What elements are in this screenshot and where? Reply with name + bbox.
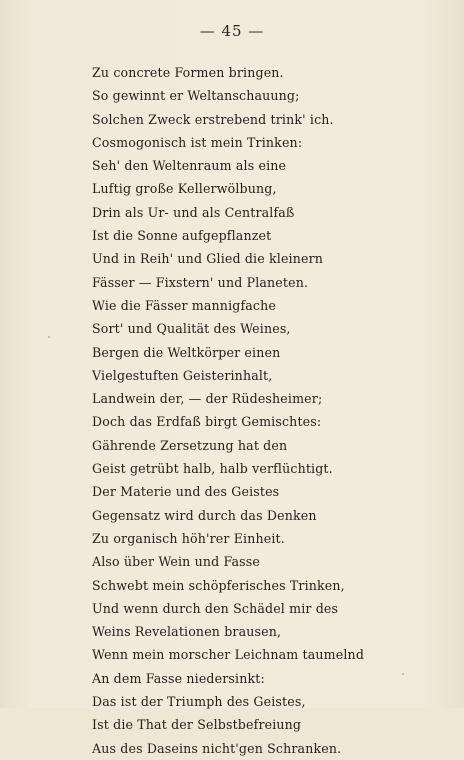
poem-line: Geist getrübt halb, halb verflüchtigt.	[92, 461, 333, 477]
poem-line: Landwein der, — der Rüdesheimer;	[92, 391, 323, 407]
poem-line: Ist die That der Selbstbefreiung	[92, 717, 302, 733]
poem-line: Also über Wein und Fasse	[92, 554, 260, 570]
poem-line: Schwebt mein schöpferisches Trinken,	[92, 577, 345, 593]
poem-line: An dem Fasse niedersinkt:	[92, 670, 265, 686]
poem-line: Zu organisch höh'rer Einheit.	[92, 530, 285, 546]
paper-speck	[402, 673, 404, 675]
poem-line: Cosmogonisch ist mein Trinken:	[92, 134, 303, 150]
poem-line: Fässer — Fixstern' und Planeten.	[92, 274, 309, 290]
poem-line: Doch das Erdfaß birgt Gemischtes:	[92, 414, 322, 430]
poem-line: Aus des Daseins nicht'gen Schranken.	[92, 740, 342, 756]
poem-text	[92, 61, 422, 760]
poem-line: Ist die Sonne aufgepflanzet	[92, 228, 272, 244]
poem-line: Weins Revelationen brausen,	[92, 624, 282, 640]
poem-line: So gewinnt er Weltanschauung;	[92, 88, 300, 104]
poem-line: Seh' den Weltenraum als eine	[92, 158, 287, 174]
poem-line: Der Materie und des Geistes	[92, 484, 280, 500]
paper-speck	[48, 336, 50, 338]
poem-line: Gährende Zersetzung hat den	[92, 437, 288, 453]
poem-line: Das ist der Triumph des Geistes,	[92, 694, 306, 710]
poem-line: Wenn mein morscher Leichnam taumelnd	[92, 647, 365, 663]
poem-line: Wie die Fässer mannigfache	[92, 297, 276, 313]
poem-line: Gegensatz wird durch das Denken	[92, 507, 317, 523]
poem-line: Zu concrete Formen bringen.	[92, 65, 284, 80]
page-number: — 45 —	[199, 22, 265, 40]
poem-line: Solchen Zweck erstrebend trink' ich.	[92, 111, 334, 127]
poem-line: Bergen die Weltkörper einen	[92, 344, 281, 360]
poem-line: Und in Reih' und Glied die kleinern	[92, 251, 324, 267]
poem-line: Luftig große Kellerwölbung,	[92, 181, 277, 197]
poem-line: Und wenn durch den Schädel mir des	[92, 600, 339, 616]
poem-line: Vielgestuften Geisterinhalt,	[92, 367, 273, 383]
poem-line: Sort' und Qualität des Weines,	[92, 321, 291, 337]
poem-line: Drin als Ur- und als Centralfaß	[92, 204, 295, 220]
